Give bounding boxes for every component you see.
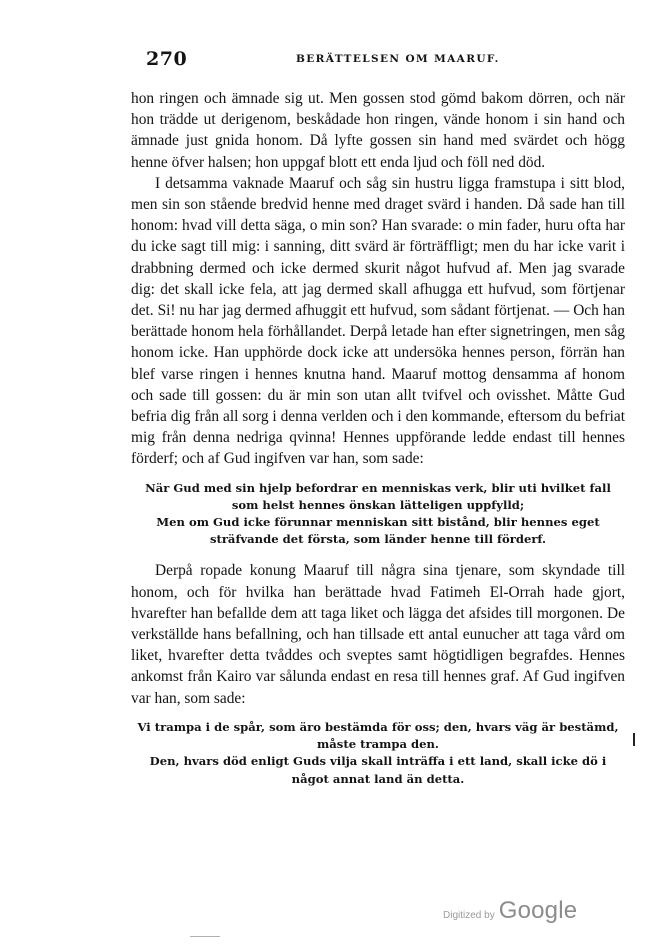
paragraph-3: Derpå ropade konung Maaruf till några sina tjenare, som skyndade till honom, och för hvilka han berättade hvad Fatimeh El-Orrah hade gjort, hvarefter han befallde dem att taga liket och lägga det afsides till morgonen. De verkställde hans befallning, och han tillsade ett antal eunucher att taga vård om liket, hvarefter detta tvåddes och sveptes samt högtidligen begrafdes. Hennes ankomst från Kairo var sålunda endast en resa till hennes graf. Af Gud ingifven var han, som sade: (131, 562, 625, 707)
body-text (131, 88, 625, 798)
paragraph-1: hon ringen och ämnade sig ut. Men gossen stod gömd bakom dörren, och när hon trädde ut derigenom, beskådade hon ringen, vände honom i sin hand och ämnade just gnida honom. Då lyfte gossen sin hand med svärdet och högg henne öfver halsen; hon uppgaf blott ett enda ljud och föll ned död. (131, 90, 625, 171)
verse-line: Men om Gud icke förunnar menniskan sitt bistånd, blir hennes eget sträfvande det första, som länder henne till förderf. (156, 515, 600, 547)
margin-mark (633, 733, 635, 746)
page-header (146, 48, 626, 74)
scan-artifact-dash (190, 936, 220, 937)
verse-line: Den, hvars död enligt Guds vilja skall inträffa i ett land, skall icke dö i något annat land än detta. (149, 754, 607, 786)
page-number: 270 (146, 48, 188, 70)
digitized-by-text: Digitized by (443, 910, 495, 921)
verse-block-2 (131, 719, 625, 788)
verse-block-1 (131, 480, 625, 549)
verse-line: När Gud med sin hjelp befordrar en menniskas verk, blir uti hvilket fall som helst hennes önskan lätteligen uppfylld; (145, 480, 611, 512)
paragraph-2: I detsamma vaknade Maaruf och såg sin hustru ligga framstupa i sitt blod, men sin son stående bredvid henne med draget svärd i handen. Då sade han till honom: hvad vill detta säga, o min son? Han svarade: o min fader, huru ofta har du icke sagt till mig: i sanning, ditt svärd är förträffligt; men du har icke varit i drabbning dermed och icke dermed skurit något hufvud af. Men jag svarade dig: det skall icke fela, att jag dermed skall afhugga ett hufvud, som förtjenar det. Si! nu har jag dermed afhuggit ett hufvud, som sådant förtjenat. — Och han berättade honom hela förhållandet. Derpå letade han efter signetringen, men såg honom icke. Han upphörde dock icke att undersöka hennes person, förrän han blef varse ringen i hennes knutna hand. Maaruf mottog densamma af honom och sade till gossen: du är min son utan allt tvifvel och ovisshet. Måtte Gud befria dig från all sorg i denna verlden och i den kommande, eftersom du befriat mig från denna nedriga qvinna! Hennes uppförande ledde endast till hennes förderf; och af Gud ingifven var han, som sade: (131, 174, 625, 468)
running-head: BERÄTTELSEN OM MAARUF. (296, 53, 500, 65)
digitization-watermark (443, 897, 623, 927)
verse-line: Vi trampa i de spår, som äro bestämda för oss; den, hvars väg är bestämd, måste trampa den. (137, 719, 619, 752)
google-logo: Google (498, 897, 578, 924)
